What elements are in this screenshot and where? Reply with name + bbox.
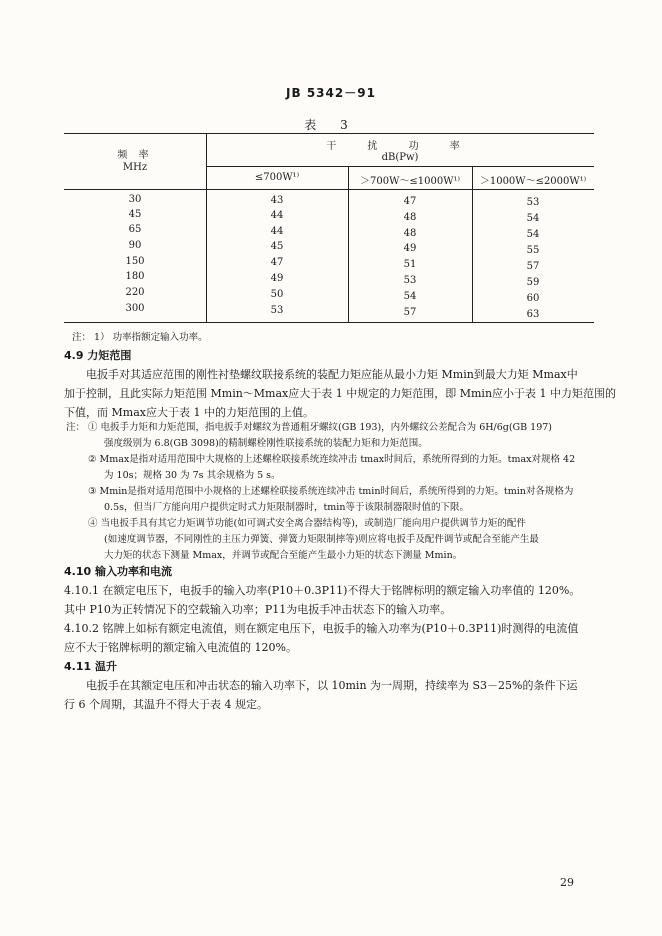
section-4-9-para-line: 电扳手对其适应范围的刚性衬垫螺纹联接系统的装配力矩应能从最小力矩 Mmin到最大力矩 Mmax中 (86, 368, 578, 381)
row-value-c: 54 (526, 213, 540, 224)
row-value-a: 44 (270, 210, 284, 221)
section-4-9-para-line: 下值，而 Mmax应大于表 1 中的力矩范围的上值。 (64, 406, 314, 419)
note-1-line: 强度级别为 6.8(GB 3098)的精制螺栓刚性联接系统的装配力矩和力矩范围。 (104, 438, 428, 449)
note-1-line: 注： ① 电扳手力矩和力矩范围，指电扳手对螺纹为普通粗牙螺纹(GB 193)，内外螺纹公差配合为 6H/6g(GB 197) (66, 422, 552, 433)
table-group-rule (206, 166, 594, 167)
row-value-a: 47 (270, 257, 284, 268)
row-value-a: 53 (270, 305, 284, 316)
section-4-11-line: 行 6 个周期，其温升不得大于表 4 规定。 (64, 698, 268, 711)
row-value-c: 60 (526, 293, 540, 304)
table-bottom-rule (64, 322, 594, 323)
note-4-line: (如速度调节器，不同刚性的主压力弹簧、弹簧力矩限制摔等)则应将电扳手及配件调节或配合至能产生最 (104, 534, 539, 545)
row-value-a: 45 (270, 241, 284, 252)
page-number: 29 (560, 876, 574, 889)
row-value-c: 63 (526, 309, 540, 320)
section-4-10-2-line: 应不大于铭牌标明的额定输入电流值的 120%。 (64, 641, 297, 654)
table-caption: 表 3 (304, 118, 358, 132)
row-frequency: 65 (128, 224, 142, 235)
row-frequency: 90 (128, 240, 142, 251)
section-4-9-title: 4.9 力矩范围 (64, 349, 132, 362)
sub-head-2: ＞700W～≤1000W¹⁾ (360, 176, 460, 187)
row-value-b: 48 (403, 228, 417, 239)
section-4-9-para-line: 加于控制，且此实际力矩范围 Mmin～Mmax应大于表 1 中规定的力矩范围，即 Mmin应小于表 1 中力矩范围的 (64, 387, 617, 400)
table-top-rule (64, 133, 594, 134)
sub-head-3: ＞1000W～≤2000W¹⁾ (479, 176, 587, 187)
row-value-a: 50 (270, 289, 284, 300)
note-3-line: 0.5s，但当厂方能向用户提供定时式力矩限制器时，tmin等于该限制器限时值的下限。 (104, 502, 469, 513)
note-2-line: 为 10s；规格 30 为 7s 其余规格为 5 s。 (104, 470, 281, 481)
row-frequency: 150 (125, 256, 145, 267)
section-4-11-line: 电扳手在其额定电压和冲击状态的输入功率下，以 10min 为一周期，持续率为 S3－25%的条件下运 (86, 679, 578, 692)
section-4-10-1-line: 其中 P10为正转情况下的空载输入功率；P11为电扳手冲击状态下的输入功率。 (64, 603, 452, 616)
row-value-c: 59 (526, 277, 540, 288)
row-frequency: 220 (125, 287, 145, 298)
row-value-a: 49 (270, 273, 284, 284)
section-4-10-2-line: 4.10.2 铭牌上如标有额定电流值，则在额定电压下，电扳手的输入功率为(P10＋0.3P11)时测得的电流值 (64, 622, 579, 635)
table-head-rule (64, 189, 594, 190)
row-value-c: 54 (526, 229, 540, 240)
document-header: JB 5342－91 (286, 86, 376, 100)
row-value-b: 53 (403, 275, 417, 286)
section-4-10-1-line: 4.10.1 在额定电压下，电扳手的输入功率(P10＋0.3P11)不得大于铭牌标明的额定输入功率值的 120%。 (64, 584, 581, 597)
col-head-interference-power: 干 扰 功 率 (326, 141, 474, 152)
row-frequency: 30 (128, 194, 142, 205)
row-value-b: 54 (403, 291, 417, 302)
row-value-c: 57 (526, 261, 540, 272)
row-value-b: 48 (403, 212, 417, 223)
note-3-line: ③ Mmin是指对适用范围中小规格的上述螺栓联接系统连续冲击 tmin时间后，系统所得到的力矩。tmin对各规格为 (88, 486, 574, 497)
row-value-c: 55 (526, 245, 540, 256)
row-value-a: 43 (270, 195, 284, 206)
row-frequency: 300 (125, 303, 145, 314)
note-2-line: ② Mmax是指对适用范围中大规格的上述螺栓联接系统连续冲击 tmax时间后，系统所得到的力矩。tmax对规格 42 (88, 454, 576, 465)
row-value-b: 51 (403, 259, 417, 270)
row-value-b: 57 (403, 307, 417, 318)
col-head-frequency-unit: MHz (122, 162, 148, 173)
row-frequency: 180 (125, 271, 145, 282)
sub-head-1: ≤700W¹⁾ (254, 172, 300, 183)
note-4-line: 大力矩的状态下测量 Mmax，并调节或配合至能产生最小力矩的状态下测量 Mmin。 (104, 550, 463, 561)
row-value-b: 49 (403, 243, 417, 254)
note-4-line: ④ 当电扳手具有其它力矩调节功能(如可调式安全离合器结构等)，或制造厂能向用户提供调节力矩的配件 (88, 518, 526, 529)
section-4-10-title: 4.10 输入功率和电流 (64, 565, 172, 578)
row-value-a: 44 (270, 226, 284, 237)
row-frequency: 45 (128, 209, 142, 220)
row-value-b: 47 (403, 196, 417, 207)
col-head-frequency: 频 率 (117, 150, 153, 161)
row-value-c: 53 (526, 197, 540, 208)
col-head-unit: dB(Pw) (381, 152, 419, 163)
section-4-11-title: 4.11 温升 (64, 660, 117, 673)
table-note: 注： 1） 功率指额定输入功率。 (72, 332, 208, 343)
